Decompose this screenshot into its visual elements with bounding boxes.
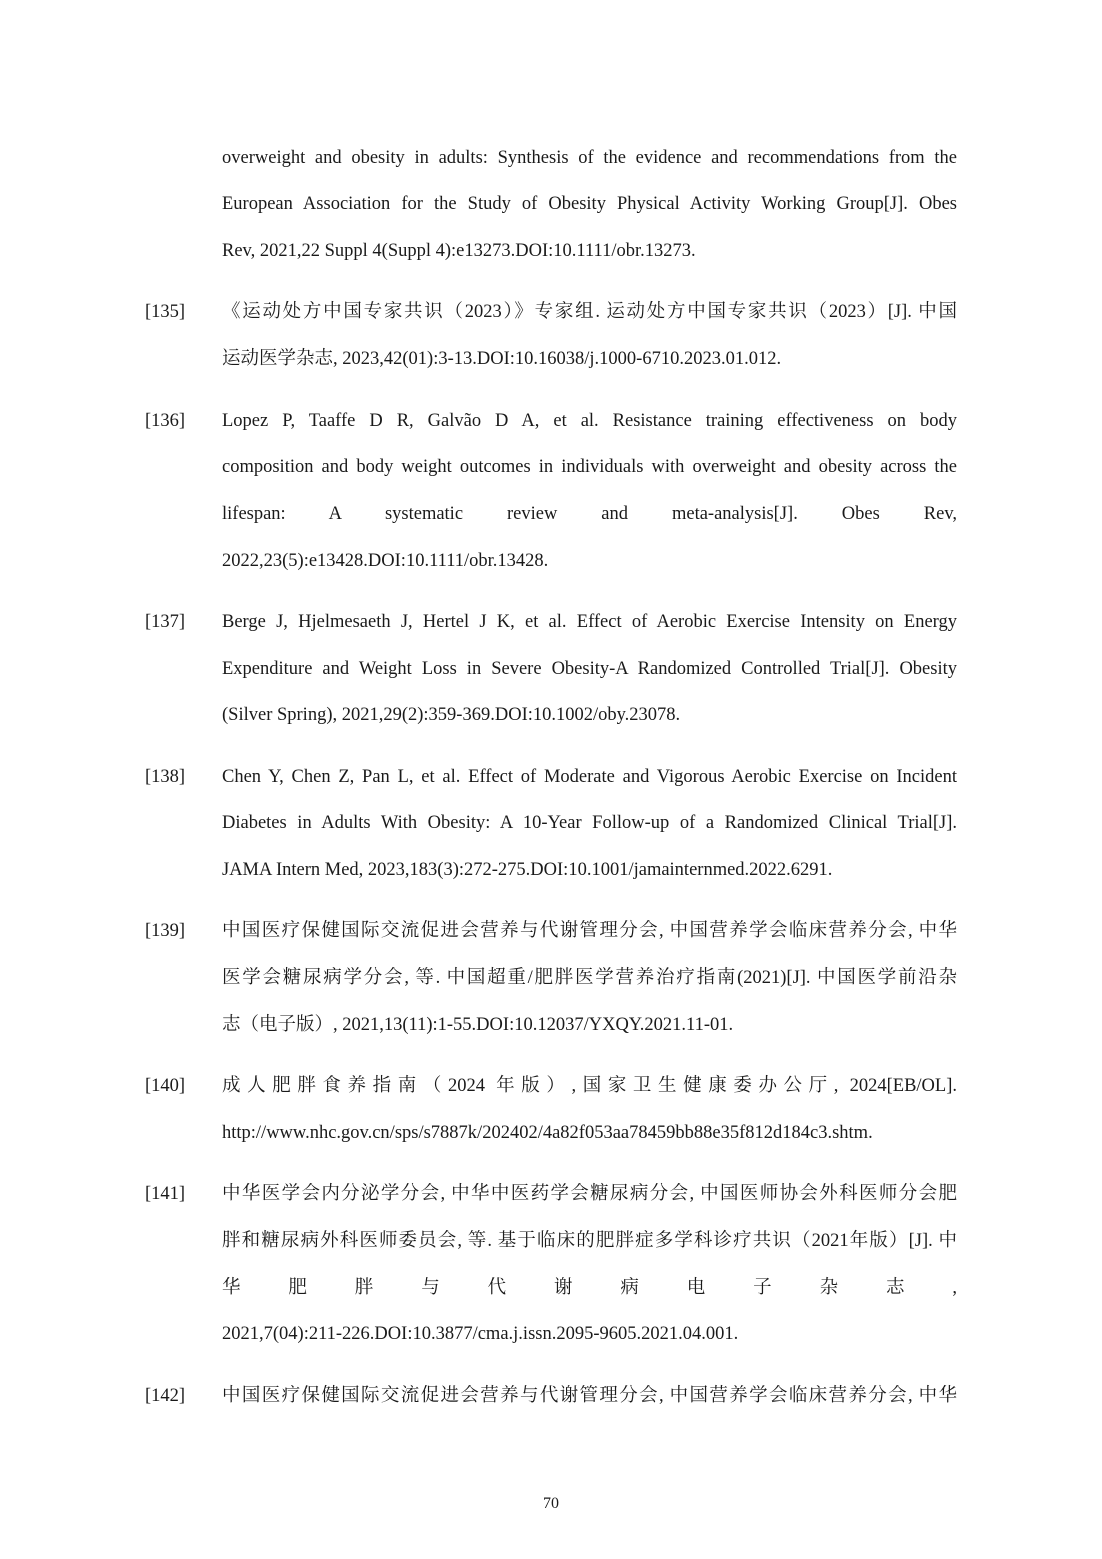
reference-continuation-line: European Association for the Study of Obesity Physical Activity Working Group[J]. Obes (222, 194, 957, 214)
reference-continuation-line: Rev, 2021,22 Suppl 4(Suppl 4):e13273.DOI:10.1111/obr.13273. (222, 241, 696, 261)
reference-line: JAMA Intern Med, 2023,183(3):272-275.DOI:10.1001/jamainternmed.2022.6291. (222, 860, 833, 880)
reference-number: [137] (145, 612, 186, 632)
reference-line: Chen Y, Chen Z, Pan L, et al. Effect of Moderate and Vigorous Aerobic Exercise on Incident (222, 767, 957, 787)
reference-line: composition and body weight outcomes in individuals with overweight and obesity across the (222, 457, 957, 477)
reference-continuation-line: overweight and obesity in adults: Synthesis of the evidence and recommendations from the (222, 148, 957, 168)
reference-line: 2021,7(04):211-226.DOI:10.3877/cma.j.issn.2095-9605.2021.04.001. (222, 1324, 739, 1344)
reference-link[interactable]: http://www.nhc.gov.cn/sps/s7887k/202402/4a82f053aa78459bb88e35f812d184c3.shtm. (222, 1123, 873, 1143)
reference-line: 胖和糖尿病外科医师委员会, 等. 基于临床的肥胖症多学科诊疗共识（2021年版）[J]. 中 (222, 1231, 957, 1251)
reference-line: 《运动处方中国专家共识（2023）》专家组. 运动处方中国专家共识（2023）[J]. 中国 (222, 302, 957, 322)
reference-number: [142] (145, 1386, 186, 1406)
reference-line: 医学会糖尿病学分会, 等. 中国超重/肥胖医学营养治疗指南(2021)[J]. 中国医学前沿杂 (222, 968, 957, 988)
reference-number: [136] (145, 411, 186, 431)
reference-line: Diabetes in Adults With Obesity: A 10-Year Follow-up of a Randomized Clinical Trial[J]. (222, 813, 957, 833)
reference-line: 中国医疗保健国际交流促进会营养与代谢管理分会, 中国营养学会临床营养分会, 中华 (222, 921, 957, 941)
reference-line: Expenditure and Weight Loss in Severe Obesity-A Randomized Controlled Trial[J]. Obesity (222, 659, 957, 679)
reference-line: 成人肥胖食养指南（2024 年版）,国家卫生健康委办公厅, 2024[EB/OL]. (222, 1076, 957, 1096)
reference-line: 运动医学杂志, 2023,42(01):3-13.DOI:10.16038/j.1000-6710.2023.01.012. (222, 349, 782, 369)
reference-line: lifespan: A systematic review and meta-analysis[J]. Obes Rev, (222, 504, 957, 524)
page-number: 70 (543, 1495, 559, 1512)
reference-line: 中国医疗保健国际交流促进会营养与代谢管理分会, 中国营养学会临床营养分会, 中华 (222, 1386, 957, 1406)
reference-number: [141] (145, 1184, 186, 1204)
reference-number: [139] (145, 921, 186, 941)
reference-line: 2022,23(5):e13428.DOI:10.1111/obr.13428. (222, 551, 549, 571)
reference-number: [138] (145, 767, 186, 787)
reference-line: 中华医学会内分泌学分会, 中华中医药学会糖尿病分会, 中国医师协会外科医师分会肥 (222, 1184, 957, 1204)
reference-line: Lopez P, Taaffe D R, Galvão D A, et al. Resistance training effectiveness on body (222, 411, 957, 431)
reference-line: 志（电子版）, 2021,13(11):1-55.DOI:10.12037/YXQY.2021.11-01. (222, 1015, 734, 1035)
reference-number: [140] (145, 1076, 186, 1096)
reference-line: 华 肥 胖 与 代 谢 病 电 子 杂 志 , (222, 1278, 957, 1298)
reference-line: (Silver Spring), 2021,29(2):359-369.DOI:10.1002/oby.23078. (222, 705, 681, 725)
reference-number: [135] (145, 302, 186, 322)
reference-line: Berge J, Hjelmesaeth J, Hertel J K, et al. Effect of Aerobic Exercise Intensity on Energy (222, 612, 957, 632)
